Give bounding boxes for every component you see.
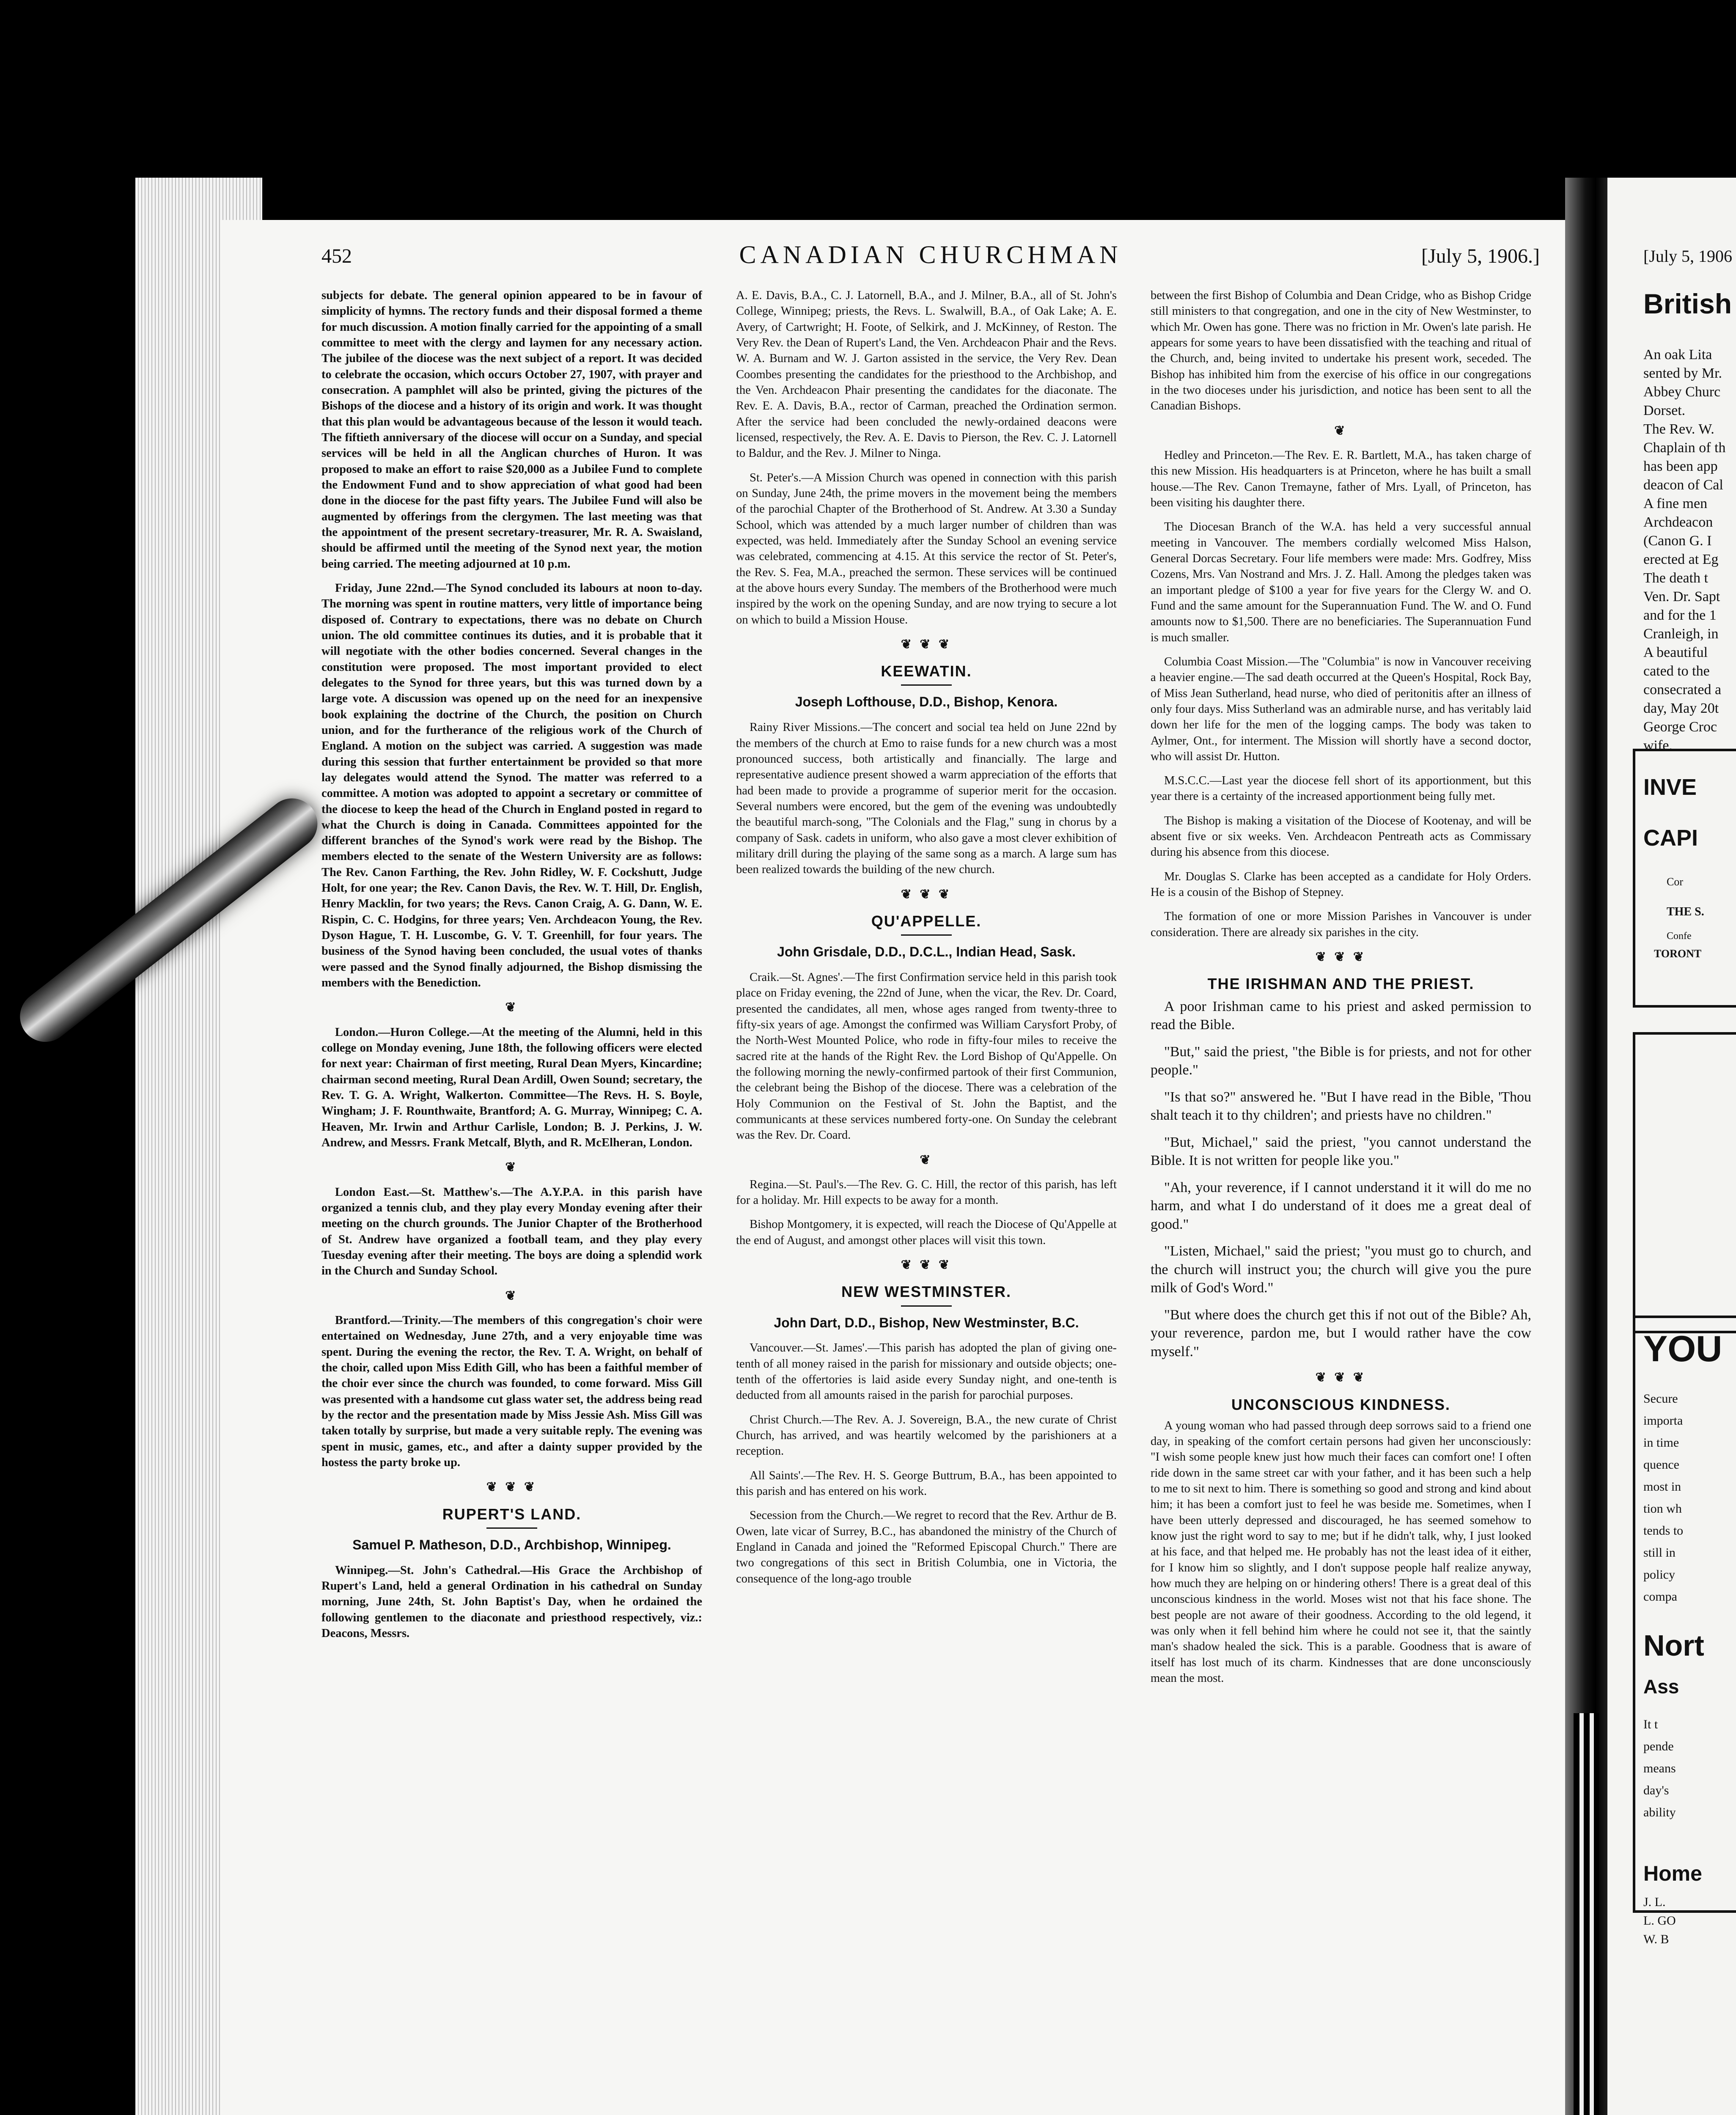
- next-page-line: L. GO: [1643, 1914, 1676, 1928]
- gutter-shadow-lines: [1574, 1713, 1599, 2115]
- paragraph: London East.—St. Matthew's.—The A.Y.P.A. in this parish have organized a tennis club, and they play every Monday evening after their meeting on the church grounds. The Junior Chapter of the Brotherhood of St. Andrew have organized a football team, and they play every Tuesday evening after their meeting. The boys are doing a splendid work in the Church and Sunday School.: [321, 1185, 702, 1278]
- section-heading: UNCONSCIOUS KINDNESS.: [1231, 1395, 1451, 1413]
- paragraph: Craik.—St. Agnes'.—The first Confirmation service held in this parish took place on Friday evening, the 22nd of June, when the vicar, the Rev. Dr. Coard, presented the candidates, all men, whose ages ranged from twenty-three to fifty-six years of age. Amongst the confirmed was William Carysfort Proby, of the North-West Mounted Police, who rode in fifty-four miles to receive the sacred rite at the hands of the Right Rev. the Lord Bishop of Qu'Appelle. On the following morning the newly-confirmed partook of their first Communion, the celebrant being the Bishop of the diocese. There was a celebration of the Holy Communion on the Festival of St. John the Baptist, and the communicants at these services numbered forty-one. On Sunday the celebrant was the Rev. Dr. Coard.: [736, 970, 1117, 1142]
- heading-rule: [901, 1305, 952, 1307]
- next-page-line: Abbey Churc: [1643, 384, 1721, 400]
- next-page-line: erected at Eg: [1643, 552, 1719, 567]
- section-ornament: ❦: [505, 1288, 519, 1303]
- next-page-line: Secure: [1643, 1392, 1678, 1406]
- paragraph: "Listen, Michael," said the priest; "you must go to church, and the church will instruct you; the church will give you the pure milk of God's Word.": [1151, 1243, 1531, 1296]
- paragraph: Christ Church.—The Rev. A. J. Sovereign, B.A., the new curate of Christ Church, has arrived, and was heartily welcomed by the parishioners at a reception.: [736, 1413, 1117, 1458]
- paragraph: Mr. Douglas S. Clarke has been accepted as a candidate for Holy Orders. He is a cousin of the Bishop of Stepney.: [1151, 870, 1531, 899]
- next-page-line: has been app: [1643, 459, 1718, 474]
- paragraph: The Bishop is making a visitation of the Diocese of Kootenay, and will be absent five or six weeks. Ven. Archdeacon Pentreath acts as Commissary during his absence from this diocese.: [1151, 814, 1531, 859]
- paragraph: London.—Huron College.—At the meeting of the Alumni, held in this college on Monday evening, June 18th, the following officers were elected for next year: Chairman of first meeting, Rural Dean Myers, Kincardine; chairman second meeting, Rural Dean Ardill, Owen Sound; secretary, the Rev. T. G. A. Wright, Walkerton. Committee—The Revs. H. S. Boyle, Wingham; J. F. Rounthwaite, Brantford; A. G. Murray, Winnipeg; C. A. Heaven, Mr. Irwin and Arthur Carlisle, London; B. J. Perkins, J. W. Andrew, and Messrs. Frank Metcalf, Blyth, and R. McElheran, London.: [321, 1025, 702, 1150]
- section-ornament: ❦: [505, 1000, 519, 1015]
- column-3: [1151, 288, 1531, 2115]
- paragraph: Winnipeg.—St. John's Cathedral.—His Grace the Archbishop of Rupert's Land, held a general Ordination in his cathedral on Sunday morning, June 24th, St. John Baptist's Day, when he ordained the following gentlemen to the diaconate and priesthood respectively, viz.: Deacons, Messrs.: [321, 1563, 702, 1640]
- paragraph: Secession from the Church.—We regret to record that the Rev. Arthur de B. Owen, late vicar of Surrey, B.C., has abandoned the ministry of the Church of England in Canada and joined the "Reformed Episcopal Church." There are two congregations of this sect in British Columbia, one in Victoria, the consequence of the long-ago trouble: [736, 1509, 1117, 1585]
- heading-rule: [901, 684, 952, 686]
- section-subheading: John Grisdale, D.D., D.C.L., Indian Head, Sask.: [777, 944, 1076, 959]
- paragraph: "But where does the church get this if not out of the Bible? Ah, your reverence, pardon me, but I would rather have the cow myself.": [1151, 1307, 1531, 1360]
- paragraph: "Is that so?" answered he. "But I have read in the Bible, 'Thou shalt teach it to thy children'; and priests have no children.": [1151, 1089, 1531, 1123]
- section-ornament: ❦ ❦ ❦: [901, 887, 952, 901]
- paragraph: Bishop Montgomery, it is expected, will reach the Diocese of Qu'Appelle at the end of August, and amongst other places will visit this town.: [736, 1218, 1117, 1247]
- next-page-line: pende: [1643, 1739, 1674, 1753]
- paragraph: "Ah, your reverence, if I cannot understand it it will do me no harm, and what I do understand of it does me a great deal of good.": [1151, 1179, 1531, 1232]
- next-page-line: J. L.: [1643, 1895, 1666, 1909]
- issue-date: [July 5, 1906.]: [1421, 245, 1540, 267]
- section-heading: RUPERT'S LAND.: [442, 1505, 582, 1523]
- column-2: [736, 288, 1117, 2115]
- next-page-line: A beautiful: [1643, 645, 1708, 660]
- next-page-line: An oak Lita: [1643, 347, 1712, 363]
- ad-title: INVE: [1643, 775, 1697, 800]
- next-page-line: compa: [1643, 1590, 1677, 1604]
- next-page-line: (Canon G. I: [1643, 533, 1712, 549]
- paragraph: "But, Michael," said the priest, "you cannot understand the Bible. It is not written for people like you.": [1151, 1134, 1531, 1169]
- next-page-line: It t: [1643, 1717, 1658, 1731]
- next-page-line: The death t: [1643, 570, 1708, 586]
- next-page-line: A fine men: [1643, 496, 1708, 511]
- section-ornament: ❦ ❦ ❦: [1315, 1371, 1367, 1385]
- next-page-heading: British: [1643, 288, 1732, 319]
- paragraph: Hedley and Princeton.—The Rev. E. R. Bartlett, M.A., has taken charge of this new Mission. His headquarters is at Princeton, where he has built a small house.—The Rev. Canon Tremayne, father of Mrs. Lyall, of Princeton, has been visiting his daughter there.: [1151, 448, 1531, 509]
- ad-title: CAPI: [1643, 825, 1698, 851]
- ad-line: Confe: [1667, 931, 1692, 942]
- next-page-line: Chaplain of th: [1643, 440, 1726, 456]
- heading-rule: [901, 934, 952, 936]
- next-page-line: Archdeacon: [1643, 514, 1713, 530]
- next-page-date: [July 5, 1906: [1643, 247, 1732, 266]
- ad-subtitle: Ass: [1643, 1676, 1679, 1697]
- paragraph: Friday, June 22nd.—The Synod concluded its labours at noon to-day. The morning was spent in routine matters, very little of importance being disposed of. Contrary to expectations, there was no debate on Church union. The old committee continues its duties, and it is probable that it will negotiate with the other bodies concerned. Several changes in the constitution were proposed. The most important provided to elect delegates to the Synod for three years, but this was turned down by a large vote. A discussion was opened up on the need for an inexpensive book explaining the doctrine of the Church, the position on Church union, and for the furtherance of the religious work of the Church of England. A motion on the subject was carried. A suggestion was made during this session that further entertainment be provided so that more lay delegates would attend the Synod. The matter was referred to a committee. A motion was adopted to appoint a secretary or committee of the diocese to keep the head of the Church in England posted in regard to what the Church is doing in Canada. Committees appointed for the different branches of the Synod's work were read by the Bishop. The members elected to the senate of the Western University are as follows: The Rev. Canon Farthing, the Rev. John Ridley, W. F. Cockshutt, Judge Holt, for one year; the Rev. Canon Davis, the Rev. W. T. Hill, Dr. English, Henry Macklin, for two years; the Revs. Canon Craig, A. G. Dann, W. E. Rispin, C. C. Hodgins, for three years; Ven. Archdeacon Young, the Rev. Dyson Hague, T. H. Luscombe, G. V. T. Greenhill, for four years. The business of the Synod having been concluded, the usual votes of thanks were passed and the Synod finally adjourned, the Bishop dismissing the members with the Benediction.: [321, 581, 702, 990]
- section-ornament: ❦ ❦ ❦: [901, 1258, 952, 1272]
- section-heading: KEEWATIN.: [881, 662, 972, 680]
- next-page-line: deacon of Cal: [1643, 477, 1723, 493]
- next-page-line: and for the 1: [1643, 607, 1717, 623]
- paragraph: Columbia Coast Mission.—The "Columbia" is now in Vancouver receiving a heavier engine.—The sad death occurred at the Queen's Hospital, Rock Bay, of Miss Jean Sutherland, head nurse, who died of peritonitis after an illness of only four days. Miss Sutherland was an admirable nurse, and has veritably laid down her life for the men of the logging camps. The body was taken to Aylmer, Ont., for interment. The Mission will shortly have a second doctor, who will assist Dr. Hutton.: [1151, 655, 1531, 763]
- ad-line: THE S.: [1667, 905, 1704, 918]
- section-heading: NEW WESTMINSTER.: [841, 1283, 1011, 1301]
- next-page-line: in time: [1643, 1436, 1679, 1450]
- paragraph: "But," said the priest, "the Bible is for priests, and not for other people.": [1151, 1044, 1531, 1078]
- ad-title: Home: [1643, 1862, 1702, 1885]
- paragraph: Brantford.—Trinity.—The members of this congregation's choir were entertained on Wednesday, June 27th, and a very enjoyable time was spent. During the evening the rector, the Rev. T. A. Wright, on behalf of the choir, called upon Miss Edith Gill, who has been a faithful member of the choir ever since the church was founded, to come forward. Miss Gill was presented with a handsome cut glass water set, the address being read by the rector and the presentation made by Miss Jessie Ash. Miss Gill was taken totally by surprise, but made a very suitable reply. The evening was spent in music, games, etc., and after a dainty supper provided by the hostess the party broke up.: [321, 1313, 702, 1469]
- paragraph: St. Peter's.—A Mission Church was opened in connection with this parish on Sunday, June 24th, the prime movers in the movement being the members of the parochial Chapter of the Brotherhood of St. Andrew. At 3.30 a Sunday School, which was attended by a much larger number of children than was expected, was held. Immediately after the Sunday School an evening service was celebrated, commencing at 4.15. At this service the rector of St. Peter's, the Rev. S. Fea, M.A., preached the sermon. These services will be continued at the above hours every Sunday. The members of the Brotherhood were much inspired by the work on the opening Sunday, and are now trying to secure a lot on which to build a Mission House.: [736, 471, 1117, 626]
- ad-title: Nort: [1643, 1629, 1704, 1662]
- section-ornament: ❦ ❦ ❦: [901, 637, 952, 651]
- section-ornament: ❦: [1334, 423, 1348, 438]
- paragraph: A young woman who had passed through deep sorrows said to a friend one day, in speaking of the comfort certain persons had given her unconsciously: "I wish some people knew just how much their faces can comfort one! I often ride down in the same street car with your father, and it has been such a help to me to sit next to him. There is something so good and strong and kind about him; it has been a comfort just to feel he was beside me. Sometimes, when I have been utterly depressed and discouraged, he has seemed somehow to know just the right word to say to me; but if he didn't talk, why, I just looked at his face, and that helped me. He probably has not the least idea of it either, for I know him so slightly, and I don't suppose people half realize anyway, how much they are helping on or hindering others! There is a great deal of this unconscious kindness in the world. Moses wist not that his face shone. The best people are not aware of their goodness. According to the old legend, it was only when it fell behind him where he could not see it, that the saintly man's shadow healed the sick. This is a parable. Goodness that is aware of itself has lost much of its charm. Kindnesses that are done unconsciously mean the most.: [1151, 1419, 1531, 1685]
- next-page-line: cated to the: [1643, 663, 1710, 679]
- section-subheading: Samuel P. Matheson, D.D., Archbishop, Winnipeg.: [352, 1537, 671, 1552]
- paragraph: Rainy River Missions.—The concert and social tea held on June 22nd by the members of the church at Emo to raise funds for a new church was a most pronounced success, both artistically and financially. The large and representative audience present showed a warm appreciation of the efforts that had been made to provide a programme of superior merit for the occasion. Several numbers were encored, but the gem of the evening was undoubtedly the beautiful march-song, "The Colonials and the Flag," sung in chorus by a company of Sask. cadets in uniform, who also gave a most clever exhibition of military drill during the playing of the same song as a march. A large sum has been realized towards the building of the new church.: [736, 721, 1117, 876]
- next-page-line: quence: [1643, 1458, 1679, 1472]
- section-heading: QU'APPELLE.: [871, 912, 982, 930]
- next-page-line: George Croc: [1643, 719, 1717, 735]
- journal-title: CANADIAN CHURCHMAN: [739, 241, 1122, 269]
- next-page-line: The Rev. W.: [1643, 421, 1714, 437]
- next-page-line: day, May 20t: [1643, 700, 1719, 716]
- next-page-line: policy: [1643, 1568, 1675, 1582]
- next-page-line: tends to: [1643, 1524, 1684, 1538]
- section-heading: THE IRISHMAN AND THE PRIEST.: [1207, 975, 1475, 993]
- paragraph: between the first Bishop of Columbia and Dean Cridge, who as Bishop Cridge still ministers to that congregation, and one in the city of New Westminster, to which Mr. Owen has gone. There was no friction in Mr. Owen's late parish. He appears for some years to have been dissatisfied with the teaching and ritual of the Church, and, being invited to undertake his present work, seceded. The Bishop has inhibited him from the exercise of his office in our congregations in the two dioceses under his jurisdiction, and notice has been sent to all the Canadian Bishops.: [1151, 289, 1531, 413]
- next-page-line: Dorset.: [1643, 403, 1686, 418]
- paragraph: The Diocesan Branch of the W.A. has held a very successful annual meeting in Vancouver. The members cordially welcomed Miss Halson, General Dorcas Secretary. Four life members were made: Mrs. Godfrey, Miss Cozens, Mrs. Van Nostrand and Mrs. J. Z. Hall. Among the pledges taken was an important pledge of $100 a year for five years for the Clergy W. and O. Fund and the same amount for the Superannuation Fund. The W. and O. Fund amounts now to $1,500. There are no beneficiaries. The Superannuation Fund is much smaller.: [1151, 520, 1531, 644]
- next-page-line: ability: [1643, 1805, 1676, 1819]
- paragraph: Vancouver.—St. James'.—This parish has adopted the plan of giving one-tenth of all money raised in the parish for missionary and outside objects; one-tenth of the offertories is laid aside every Sunday night, and one-tenth is deducted from all amounts raised in the parish for parochial purposes.: [736, 1341, 1117, 1402]
- next-page-line: consecrated a: [1643, 682, 1722, 698]
- section-subheading: John Dart, D.D., Bishop, New Westminster, B.C.: [774, 1315, 1079, 1330]
- next-page-line: sented by Mr.: [1643, 365, 1722, 381]
- paragraph: The formation of one or more Mission Parishes in Vancouver is under consideration. There are already six parishes in the city.: [1151, 910, 1531, 939]
- paragraph: subjects for debate. The general opinion appeared to be in favour of simplicity of hymns. The rectory funds and their disposal formed a theme for much discussion. A motion finally carried for the appointing of a small committee to meet with the clergy and laymen for any necessary action. The jubilee of the diocese was the next subject of a report. It was decided to celebrate the occasion, which occurs October 27, 1907, with prayer and consecration. A pamphlet will also be printed, giving the pictures of the Bishops of the diocese and a history of its origin and work. It was thought that this plan would be advantageous because of the lesson it would teach. The fiftieth anniversary of the diocese will occur on a Sunday, and special services will be held in all the Anglican churches of Huron. It was proposed to make an effort to raise $20,000 as a Jubilee Fund to complete the Endowment Fund and to show appreciation of what good had been done in the diocese for the past fifty years. The Jubilee Fund will also be augmented by offerings from the clergymen. The last meeting was that the appointment of the present secretary-treasurer, Mr. R. A. Swaisland, should be affirmed until the meeting of the Synod next year, the motion being carried. The meeting adjourned at 10 p.m.: [321, 289, 702, 571]
- paragraph: Regina.—St. Paul's.—The Rev. G. C. Hill, the rector of this parish, has left for a holiday. Mr. Hill expects to be away for a month.: [736, 1178, 1117, 1207]
- page-number: 452: [321, 245, 352, 267]
- paragraph: A. E. Davis, B.A., C. J. Latornell, B.A., and J. Milner, B.A., all of St. John's College, Winnipeg; priests, the Revs. L. Swalwill, B.A., of Oak Lake; A. E. Avery, of Cartwright; H. Foote, of Selkirk, and J. McKinney, of Reston. The Very Rev. the Dean of Rupert's Land, the Ven. Archdeacon Phair and the Revs. W. A. Burnam and W. J. Garton assisted in the service, the Very Rev. Dean Coombes presenting the candidates for the priesthood to the Archbishop, and the Ven. Archdeacon Phair presenting the candidates for the diaconate. The Rev. E. A. Davis, B.A., rector of Carman, preached the Ordination sermon. After the service had been concluded the newly-ordained deacons were licensed, respectively, the Rev. A. E. Davis to Pierson, the Rev. C. J. Latornell to Baldur, and the Rev. J. Milner to Ninga.: [736, 289, 1117, 460]
- ad-box-blank: [1633, 1032, 1736, 1333]
- section-ornament: ❦ ❦ ❦: [486, 1480, 538, 1494]
- section-subheading: Joseph Lofthouse, D.D., Bishop, Kenora.: [795, 694, 1058, 710]
- section-ornament: ❦ ❦ ❦: [1315, 950, 1367, 964]
- running-head: [321, 240, 1540, 274]
- ad-line: Cor: [1667, 876, 1683, 888]
- paragraph: M.S.C.C.—Last year the diocese fell short of its apportionment, but this year there is a certainty of the increased apportionment being fully met.: [1151, 774, 1531, 803]
- paragraph: All Saints'.—The Rev. H. S. George Buttrum, B.A., has been appointed to this parish and has entered on his work.: [736, 1469, 1117, 1498]
- next-page-line: importa: [1643, 1414, 1683, 1428]
- next-page-line: Cranleigh, in: [1643, 626, 1719, 642]
- ad-line: TORONT: [1654, 948, 1702, 960]
- column-1: [321, 288, 702, 2115]
- paragraph: A poor Irishman came to his priest and asked permission to read the Bible.: [1151, 998, 1531, 1033]
- next-page-line: wife.: [1643, 738, 1673, 753]
- next-page-line: day's: [1643, 1783, 1669, 1797]
- next-page-line: Ven. Dr. Sapt: [1643, 589, 1720, 604]
- section-ornament: ❦: [920, 1153, 933, 1167]
- next-page-line: most in: [1643, 1480, 1681, 1494]
- next-page-line: still in: [1643, 1546, 1676, 1560]
- section-ornament: ❦: [505, 1160, 519, 1175]
- next-page-line: W. B: [1643, 1932, 1669, 1946]
- next-page-line: tion wh: [1643, 1502, 1682, 1516]
- next-page-line: means: [1643, 1761, 1676, 1775]
- ad-title: YOU: [1643, 1329, 1722, 1369]
- heading-rule: [486, 1527, 537, 1529]
